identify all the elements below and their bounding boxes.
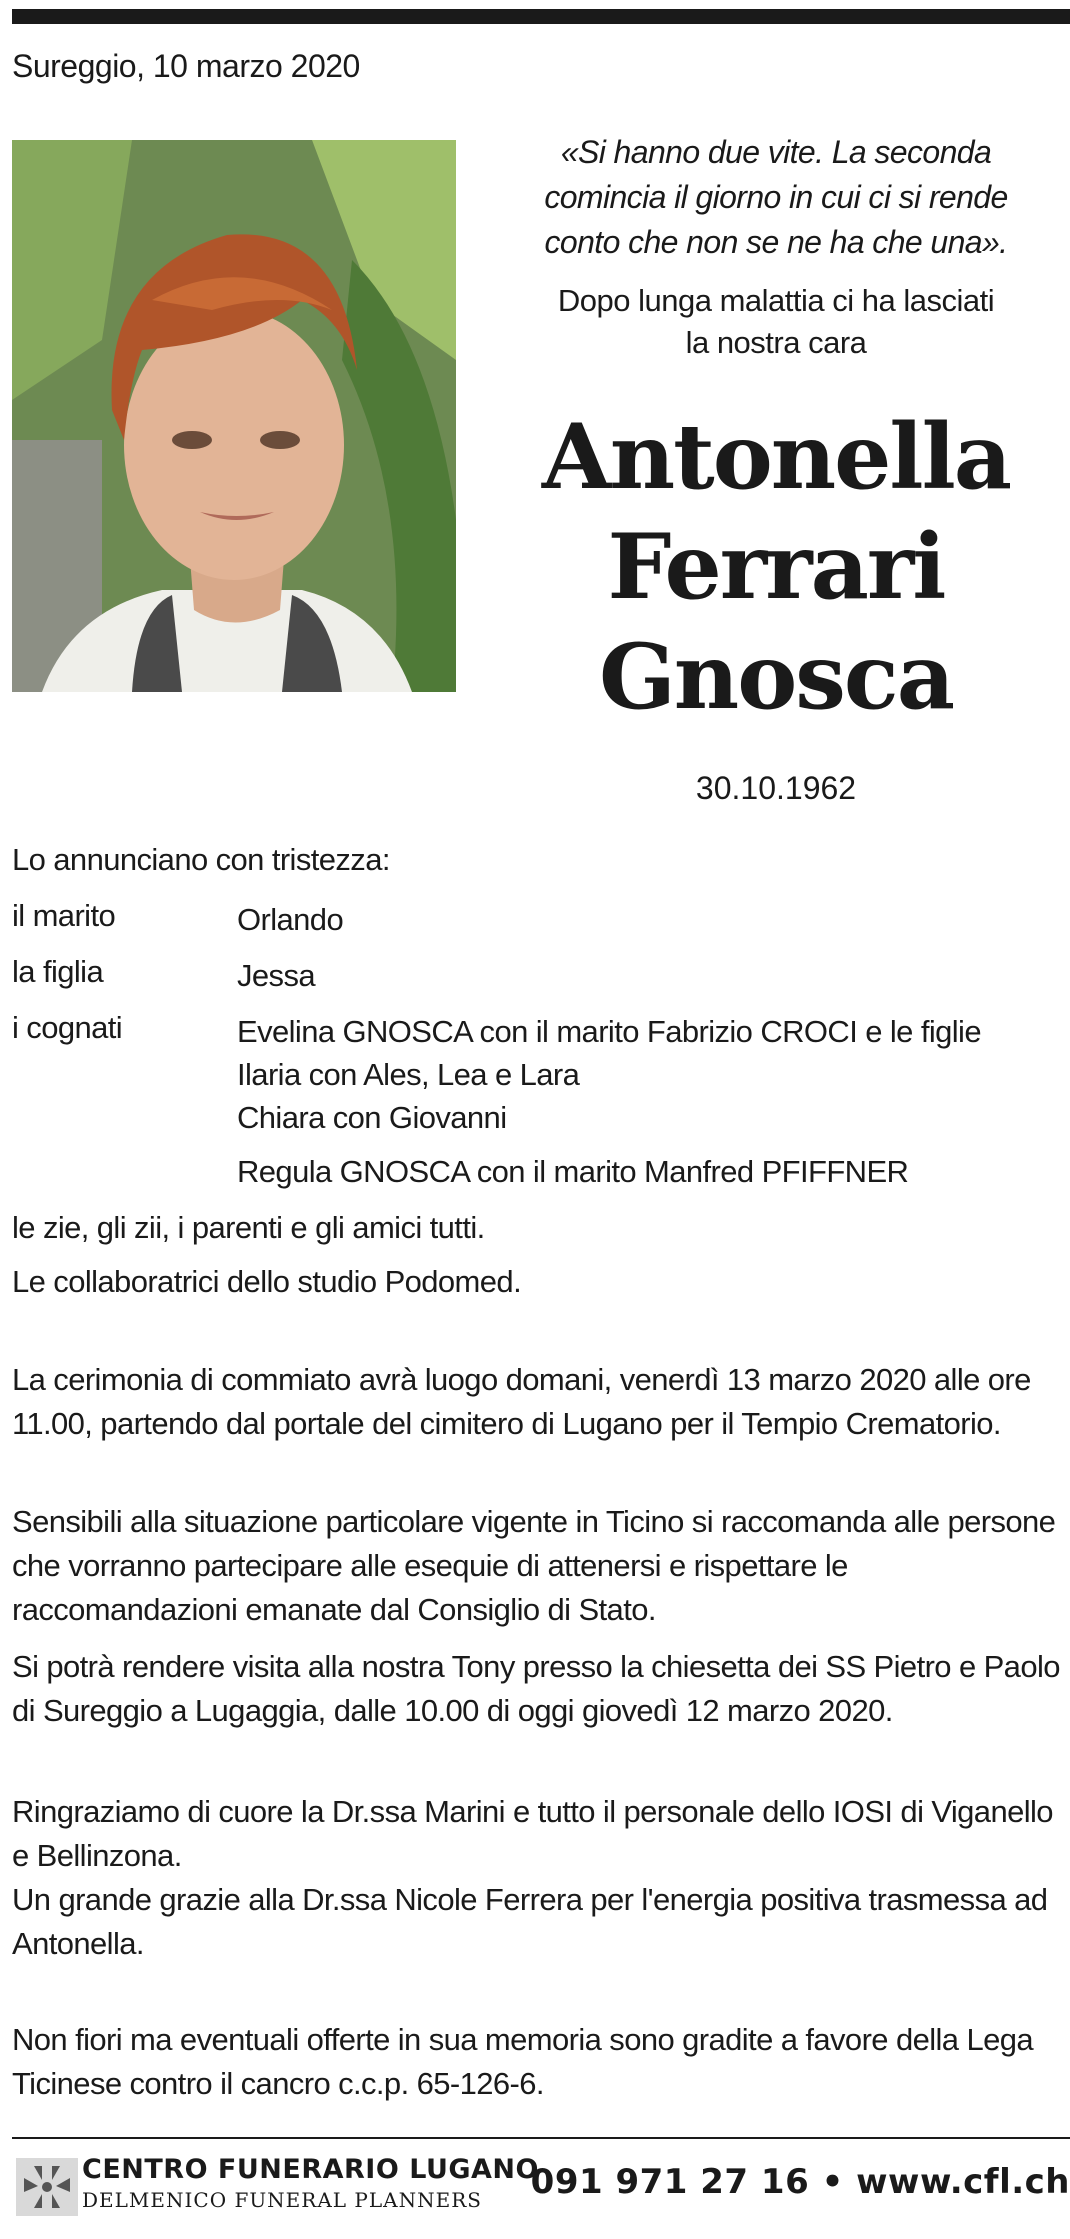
name-line: Antonella — [541, 404, 1011, 510]
relative-role: il marito — [12, 898, 116, 933]
footer-rule — [12, 2137, 1070, 2139]
top-rule — [12, 9, 1070, 24]
relative-name: Evelina GNOSCA con il marito Fabrizio CROCI e le figlie — [237, 1014, 981, 1049]
name-line: Gnosca — [598, 624, 954, 730]
relative-name: Orlando — [237, 902, 344, 937]
relative-name: Chiara con Giovanni — [237, 1100, 507, 1135]
thanks-paragraph-2: Un grande grazie alla Dr.ssa Nicole Ferrera per l'energia positiva trasmessa ad Antonella. — [12, 1882, 1048, 1961]
funeral-home-footer — [12, 2152, 1070, 2222]
funeral-home-logo-icon — [16, 2158, 78, 2216]
other-mourners: le zie, gli zii, i parenti e gli amici tutti. — [12, 1210, 485, 1245]
donation-paragraph: Non fiori ma eventuali offerte in sua memoria sono gradite a favore della Lega Ticinese contro il cancro c.c.p. 65-126-6. — [12, 2022, 1034, 2101]
intro-line: Dopo lunga malattia ci ha lasciati — [557, 283, 995, 318]
relative-name: Regula GNOSCA con il marito Manfred PFIFFNER — [237, 1154, 909, 1189]
visit-paragraph: Si potrà rendere visita alla nostra Tony presso la chiesetta dei SS Pietro e Paolo di Sureggio a Lugaggia, dalle 10.00 di oggi giovedì 12 marzo 2020. — [12, 1649, 1060, 1728]
announcement-heading: Lo annunciano con tristezza: — [12, 842, 390, 877]
epigraph-quote — [492, 130, 1060, 265]
deceased-name — [492, 402, 1060, 732]
quote-line: «Si hanno due vite. La seconda — [560, 134, 992, 170]
relative-names — [237, 1150, 1070, 1193]
intro-text — [492, 280, 1060, 364]
funeral-home-name: CENTRO FUNERARIO LUGANO — [82, 2154, 539, 2185]
quote-line: conto che non se ne ha che una». — [544, 224, 1008, 260]
intro-line: la nostra cara — [685, 325, 867, 360]
birth-date: 30.10.1962 — [695, 770, 857, 806]
relative-names — [237, 954, 1070, 997]
ceremony-paragraph: La cerimonia di commiato avrà luogo domani, venerdì 13 marzo 2020 alle ore 11.00, partendo dal portale del cimitero di Lugano per il Tempio Crematorio. — [12, 1362, 1031, 1441]
relative-role: la figlia — [12, 954, 104, 989]
quote-line: comincia il giorno in cui ci si rende — [544, 179, 1008, 215]
place-date: Sureggio, 10 marzo 2020 — [12, 48, 360, 84]
funeral-home-subtitle: DELMENICO FUNERAL PLANNERS — [82, 2188, 482, 2212]
funeral-home-contact: 091 971 27 16 • www.cfl.ch — [530, 2162, 1070, 2202]
portrait-photo — [12, 140, 456, 692]
colleagues-line: Le collaboratrici dello studio Podomed. — [12, 1264, 522, 1299]
relative-name: Jessa — [237, 958, 315, 993]
relative-names — [237, 898, 1070, 941]
health-notice-paragraph: Sensibili alla situazione particolare vigente in Ticino si raccomanda alle persone che vorranno partecipare alle esequie di attenersi e rispettare le raccomandazioni emanate dal Consiglio di Stato. — [12, 1504, 1056, 1627]
name-line: Ferrari — [607, 514, 945, 620]
relative-names — [237, 1010, 1070, 1139]
relative-name: Ilaria con Ales, Lea e Lara — [237, 1057, 580, 1092]
thanks-paragraph: Ringraziamo di cuore la Dr.ssa Marini e tutto il personale dello IOSI di Viganello e Bellinzona. — [12, 1794, 1053, 1873]
relative-role: i cognati — [12, 1010, 123, 1045]
